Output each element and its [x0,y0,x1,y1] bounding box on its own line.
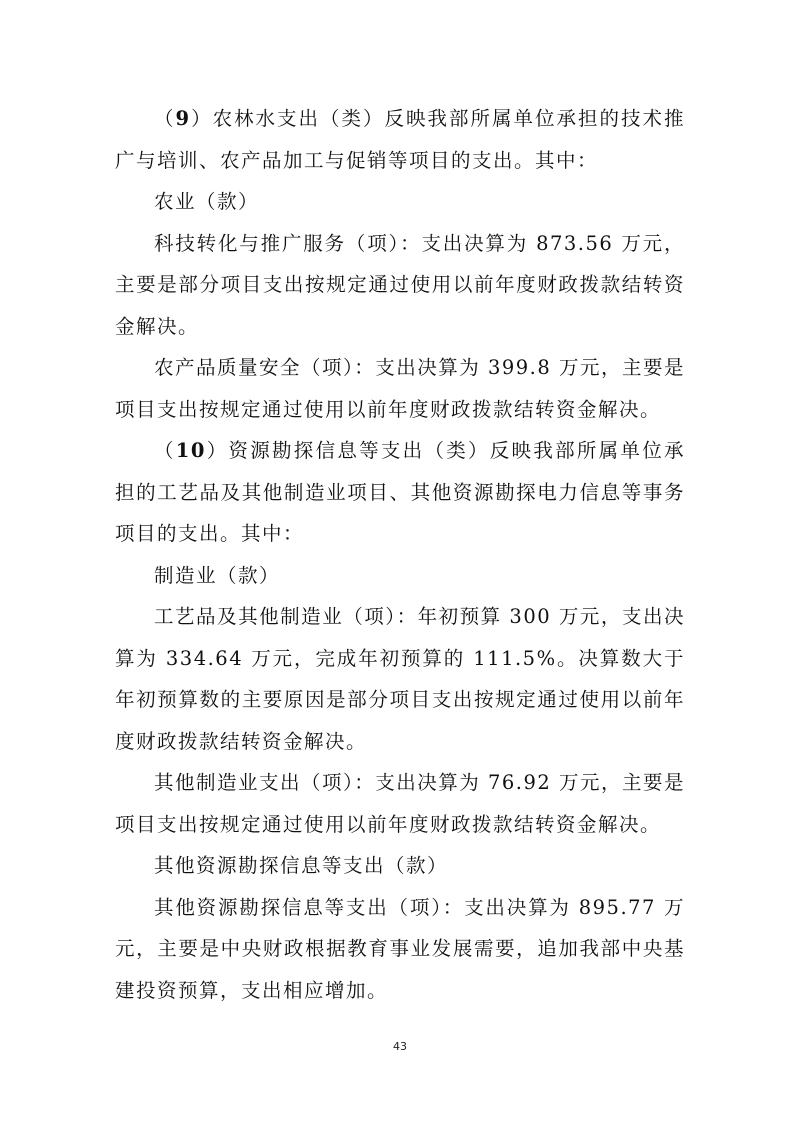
item-number: 9 [175,107,191,130]
paragraph-crafts-manufacturing: 工艺品及其他制造业（项）：年初预算 300 万元，支出决算为 334.64 万元，完成年初预算的 111.5%。决算数大于年初预算数的主要原因是部分项目支出按规定通过使用以前年度财政拨款结转资金解决。 [115,605,685,753]
document-body [115,98,685,1011]
paragraph-text: ）资源勘探信息等支出（类）反映我部所属单位承担的工艺品及其他制造业项目、其他资源勘探电力信息等事务项目的支出。其中： [115,439,685,545]
paragraph-text: ）农林水支出（类）反映我部所属单位承担的技术推广与培训、农产品加工与促销等项目的支出。其中： [115,107,685,172]
paragraph-product-quality-safety: 农产品质量安全（项）：支出决算为 399.8 万元，主要是项目支出按规定通过使用以前年度财政拨款结转资金解决。 [115,356,685,421]
paragraph-agriculture-category: 农业（款） [154,190,260,213]
paragraph-resource-exploration-heading [115,430,685,555]
paragraph-tech-transfer-service: 科技转化与推广服务（项）：支出决算为 873.56 万元，主要是部分项目支出按规定通过使用以前年度财政拨款结转资金解决。 [115,231,685,338]
paragraph-other-exploration-category: 其他资源勘探信息等支出（款） [154,854,449,877]
item-number: 10 [175,439,206,462]
paragraph-agriculture-forestry-water-heading [115,98,685,181]
paren-open: （ [154,439,176,462]
paragraph-other-manufacturing: 其他制造业支出（项）：支出决算为 76.92 万元，主要是项目支出按规定通过使用以前年度财政拨款结转资金解决。 [115,771,685,836]
paragraph-manufacturing-category: 制造业（款） [154,563,281,587]
page-number: 43 [393,1040,407,1053]
paragraph-other-exploration-item: 其他资源勘探信息等支出（项）：支出决算为 895.77 万元，主要是中央财政根据教育事业发展需要，追加我部中央基建投资预算，支出相应增加。 [115,895,685,1002]
paren-open: （ [154,107,176,130]
